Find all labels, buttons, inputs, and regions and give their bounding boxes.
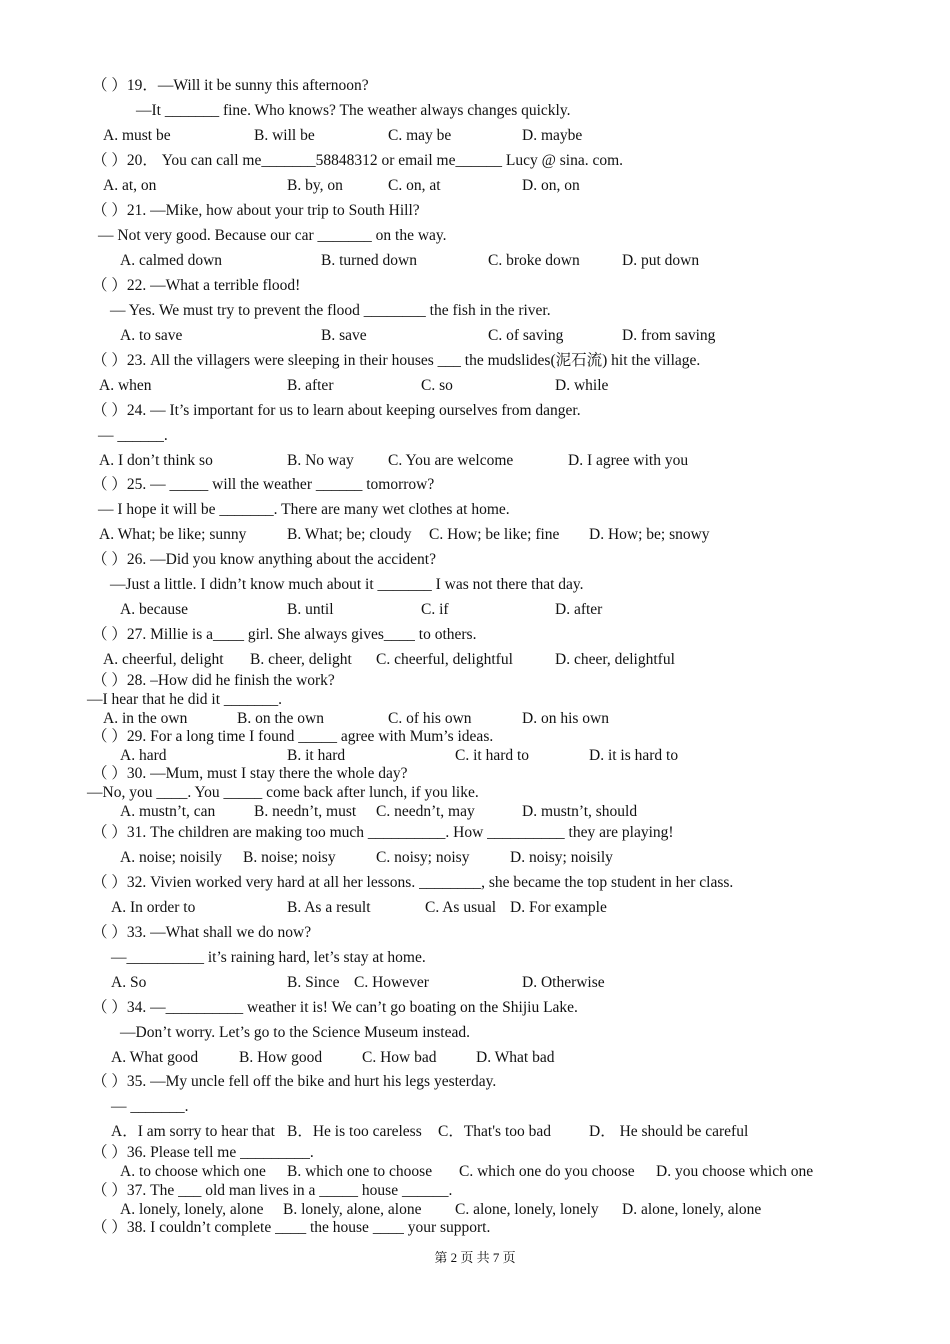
q20-option-d: D. on, on	[522, 177, 580, 194]
q19-option-a: A. must be	[103, 127, 171, 144]
q34-option-c: C. How bad	[362, 1049, 437, 1066]
q31-option-a: A. noise; noisily	[120, 849, 223, 866]
question-30-line2: —No, you ____. You _____ come back after lunch, if you like.	[87, 784, 479, 801]
q22-option-a: A. to save	[120, 327, 183, 344]
question-25-stem: （ ）25. — _____ will the weather ______ tomorrow?	[92, 476, 435, 493]
question-28-line2: —I hear that he did it _______.	[87, 691, 282, 708]
q19-option-c: C. may be	[388, 127, 452, 144]
q35-option-c: C．That's too bad	[438, 1123, 552, 1140]
q25-option-d: D. How; be; snowy	[589, 526, 710, 543]
question-22-line2: — Yes. We must try to prevent the flood ________ the fish in the river.	[110, 302, 551, 319]
question-34-stem: （ ）34. —__________ weather it is! We can’t go boating on the Shijiu Lake.	[92, 999, 578, 1016]
question-36-stem: （ ）36. Please tell me _________.	[92, 1144, 314, 1161]
q21-option-a: A. calmed down	[120, 252, 223, 269]
q30-option-b: B. needn’t, must	[254, 803, 357, 820]
q28-option-b: B. on the own	[237, 710, 324, 727]
q21-option-c: C. broke down	[488, 252, 580, 269]
question-25-line2: — I hope it will be _______. There are many wet clothes at home.	[98, 501, 510, 518]
q23-option-d: D. while	[555, 377, 609, 394]
question-26-stem: （ ）26. —Did you know anything about the accident?	[92, 551, 436, 568]
question-35-line2: — _______.	[111, 1098, 189, 1115]
question-33-stem: （ ）33. —What shall we do now?	[92, 924, 312, 941]
q29-option-a: A. hard	[120, 747, 167, 764]
q24-option-b: B. No way	[287, 452, 354, 469]
question-21-line2: — Not very good. Because our car _______ on the way.	[98, 227, 447, 244]
q37-option-d: D. alone, lonely, alone	[622, 1201, 762, 1218]
question-24-stem: （ ）24. — It’s important for us to learn about keeping ourselves from danger.	[92, 402, 581, 419]
q32-option-d: D. For example	[510, 899, 607, 916]
question-19-stem: （ ）19．—Will it be sunny this afternoon?	[92, 77, 369, 94]
q23-option-a: A. when	[99, 377, 152, 394]
question-33-line2: —__________ it’s raining hard, let’s stay at home.	[111, 949, 426, 966]
q34-option-a: A. What good	[111, 1049, 199, 1066]
q27-option-a: A. cheerful, delight	[103, 651, 224, 668]
q32-option-a: A. In order to	[111, 899, 196, 916]
q26-option-d: D. after	[555, 601, 603, 618]
question-35-stem: （ ）35. —My uncle fell off the bike and hurt his legs yesterday.	[92, 1073, 497, 1090]
q36-option-b: B. which one to choose	[287, 1163, 433, 1180]
q33-option-b: B. Since	[287, 974, 340, 991]
q21-option-d: D. put down	[622, 252, 700, 269]
q27-option-c: C. cheerful, delightful	[376, 651, 513, 668]
q26-option-c: C. if	[421, 601, 449, 618]
q19-option-d: D. maybe	[522, 127, 583, 144]
q33-option-c: C. However	[354, 974, 429, 991]
q36-option-c: C. which one do you choose	[459, 1163, 635, 1180]
q28-option-d: D. on his own	[522, 710, 609, 727]
question-19-line2: —It _______ fine. Who knows? The weather always changes quickly.	[136, 102, 571, 119]
q27-option-b: B. cheer, delight	[250, 651, 352, 668]
q22-option-b: B. save	[321, 327, 367, 344]
question-29-stem: （ ）29. For a long time I found _____ agree with Mum’s ideas.	[92, 728, 494, 745]
q27-option-d: D. cheer, delightful	[555, 651, 675, 668]
question-27-stem: （ ）27. Millie is a____ girl. She always gives____ to others.	[92, 626, 477, 643]
q28-option-c: C. of his own	[388, 710, 472, 727]
q20-option-c: C. on, at	[388, 177, 441, 194]
q22-option-c: C. of saving	[488, 327, 564, 344]
q33-option-d: D. Otherwise	[522, 974, 605, 991]
q33-option-a: A. So	[111, 974, 147, 991]
q19-option-b: B. will be	[254, 127, 315, 144]
question-30-stem: （ ）30. —Mum, must I stay there the whole day?	[92, 765, 408, 782]
q35-option-b: B．He is too careless	[287, 1123, 422, 1140]
q34-option-d: D. What bad	[476, 1049, 555, 1066]
question-22-stem: （ ）22. —What a terrible flood!	[92, 277, 301, 294]
q29-option-d: D. it is hard to	[589, 747, 679, 764]
question-32-stem: （ ）32. Vivien worked very hard at all her lessons. ________, she became the top student in her class.	[92, 874, 734, 891]
q24-option-a: A. I don’t think so	[99, 452, 213, 469]
q31-option-c: C. noisy; noisy	[376, 849, 470, 866]
q30-option-a: A. mustn’t, can	[120, 803, 216, 820]
question-31-stem: （ ）31. The children are making too much __________. How __________ they are playing!	[92, 824, 674, 841]
q32-option-b: B. As a result	[287, 899, 371, 916]
question-37-stem: （ ）37. The ___ old man lives in a _____ house ______.	[92, 1182, 453, 1199]
q37-option-c: C. alone, lonely, lonely	[455, 1201, 599, 1218]
q23-option-c: C. so	[421, 377, 453, 394]
q25-option-c: C. How; be like; fine	[429, 526, 560, 543]
q31-option-b: B. noise; noisy	[243, 849, 336, 866]
q22-option-d: D. from saving	[622, 327, 716, 344]
q37-option-b: B. lonely, alone, alone	[283, 1201, 422, 1218]
q30-option-d: D. mustn’t, should	[522, 803, 638, 820]
question-20-stem: （ ）20． You can call me_______58848312 or email me______ Lucy @ sina. com.	[92, 152, 624, 169]
question-26-line2: —Just a little. I didn’t know much about it _______ I was not there that day.	[110, 576, 584, 593]
question-24-line2: — ______.	[98, 427, 168, 444]
q35-option-d: D． He should be careful	[589, 1123, 749, 1140]
q30-option-c: C. needn’t, may	[376, 803, 475, 820]
q29-option-b: B. it hard	[287, 747, 346, 764]
q25-option-a: A. What; be like; sunny	[99, 526, 247, 543]
q35-option-a: A．I am sorry to hear that	[111, 1123, 275, 1140]
q26-option-a: A. because	[120, 601, 188, 618]
q36-option-d: D. you choose which one	[656, 1163, 814, 1180]
question-21-stem: （ ）21. —Mike, how about your trip to South Hill?	[92, 202, 420, 219]
q23-option-b: B. after	[287, 377, 334, 394]
q36-option-a: A. to choose which one	[120, 1163, 266, 1180]
q34-option-b: B. How good	[239, 1049, 323, 1066]
q32-option-c: C. As usual	[425, 899, 497, 916]
question-23-stem: （ ）23. All the villagers were sleeping in their houses ___ the mudslides(泥石流) hit the village.	[92, 352, 701, 369]
q24-option-d: D. I agree with you	[568, 452, 689, 469]
q26-option-b: B. until	[287, 601, 334, 618]
question-28-stem: （ ）28. –How did he finish the work?	[92, 672, 335, 689]
q21-option-b: B. turned down	[321, 252, 418, 269]
q37-option-a: A. lonely, lonely, alone	[120, 1201, 264, 1218]
q29-option-c: C. it hard to	[455, 747, 530, 764]
q25-option-b: B. What; be; cloudy	[287, 526, 412, 543]
q20-option-a: A. at, on	[103, 177, 157, 194]
q28-option-a: A. in the own	[103, 710, 188, 727]
question-38-stem: （ ）38. I couldn’t complete ____ the house ____ your support.	[92, 1219, 491, 1236]
page-number-footer: 第 2 页 共 7 页	[434, 1250, 516, 1265]
q24-option-c: C. You are welcome	[388, 452, 514, 469]
q31-option-d: D. noisy; noisily	[510, 849, 613, 866]
question-34-line2: —Don’t worry. Let’s go to the Science Museum instead.	[120, 1024, 470, 1041]
q20-option-b: B. by, on	[287, 177, 343, 194]
